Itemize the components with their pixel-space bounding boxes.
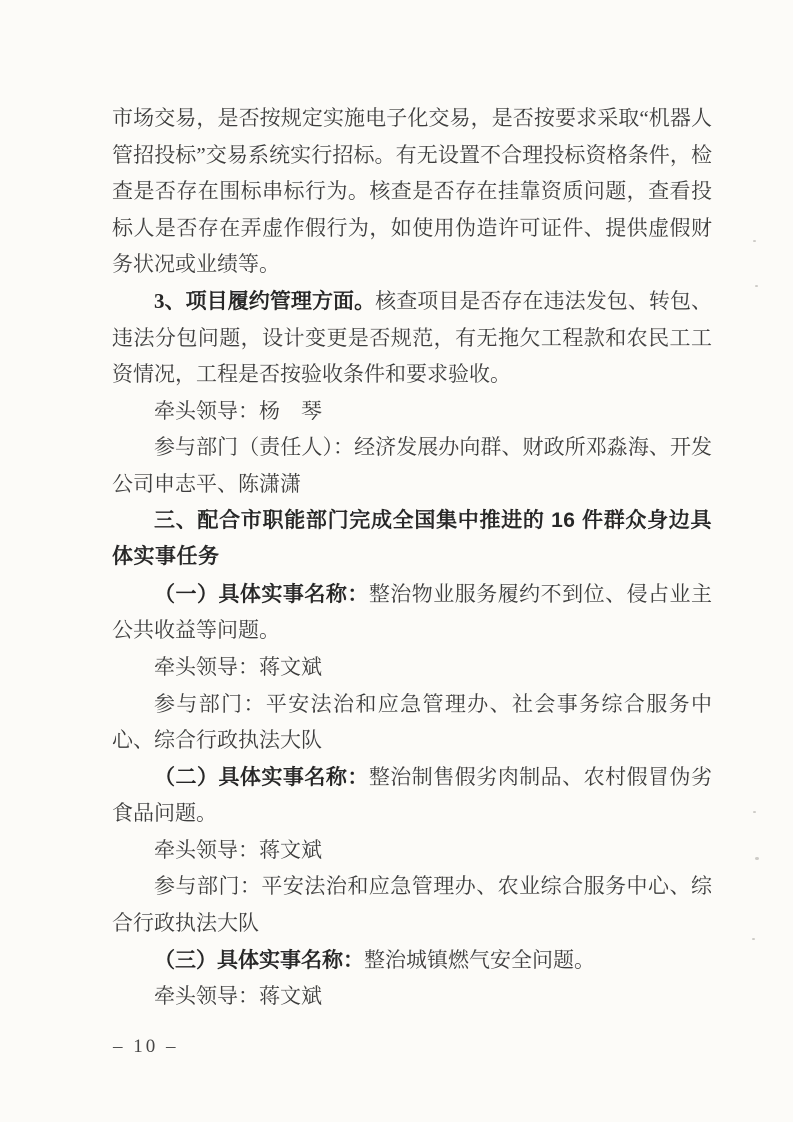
paragraph: [112, 868, 712, 941]
paragraph: [112, 393, 712, 430]
text-run: 整治制售假劣肉制品、农村假冒伪劣食品问题。: [112, 764, 713, 826]
paragraph: [112, 978, 712, 1015]
paragraph: [112, 686, 712, 759]
scan-speck-artifact: [752, 938, 755, 940]
text-run: 参与部门：平安法治和应急管理办、农业综合服务中心、综合行政执法大队: [112, 874, 712, 936]
bold-text-run: （一）具体实事名称：: [154, 581, 369, 606]
paragraph: [112, 759, 712, 832]
paragraph: [112, 429, 712, 502]
bold-text-run: （三）具体实事名称：: [154, 947, 364, 972]
text-run: 参与部门（责任人）：经济发展办向群、财政所邓淼海、开发公司申志平、陈潇潇: [112, 435, 712, 496]
page-number: – 10 –: [113, 1036, 179, 1057]
scan-speck-artifact: [753, 240, 756, 242]
paragraph: [112, 832, 712, 869]
text-run: 核查项目是否存在违法发包、转包、违法分包问题，设计变更是否规范，有无拖欠工程款和农民工工资情况，工程是否按验收条件和要求验收。: [112, 288, 713, 387]
paragraph: [112, 942, 712, 979]
scan-speck-artifact: [753, 811, 756, 813]
text-run: 牵头领导：蒋文斌: [154, 984, 322, 1009]
text-run: 牵头领导：杨 琴: [154, 398, 322, 423]
paragraph: [112, 100, 712, 283]
scan-speck-artifact: [755, 857, 759, 860]
document-body: [112, 100, 712, 1015]
text-run: 参与部门：平安法治和应急管理办、社会事务综合服务中心、综合行政执法大队: [112, 691, 712, 753]
bold-text-run: （二）具体实事名称：: [154, 764, 369, 789]
text-run: 市场交易，是否按规定实施电子化交易，是否按要求采取“机器人管招投标”交易系统实行招标。有无设置不合理投标资格条件，检查是否存在围标串标行为。核查是否存在挂靠资质问题，查看投标人是否存在弄虚作假行为，如使用伪造许可证件、提供虚假财务状况或业绩等。: [112, 106, 712, 277]
paragraph: [112, 576, 712, 649]
text-run: 牵头领导：蒋文斌: [154, 654, 322, 679]
paragraph: [112, 283, 712, 393]
section-heading: [112, 503, 712, 576]
scan-speck-artifact: [755, 285, 758, 287]
text-run: 整治物业服务履约不到位、侵占业主公共收益等问题。: [112, 581, 713, 643]
bold-text-run: 3、项目履约管理方面。: [154, 288, 376, 313]
bold-text-run: 三、配合市职能部门完成全国集中推进的 16 件群众身边具体实事任务: [112, 508, 712, 569]
paragraph: [112, 649, 712, 686]
text-run: 牵头领导：蒋文斌: [154, 837, 322, 862]
text-run: 整治城镇燃气安全问题。: [364, 947, 595, 972]
